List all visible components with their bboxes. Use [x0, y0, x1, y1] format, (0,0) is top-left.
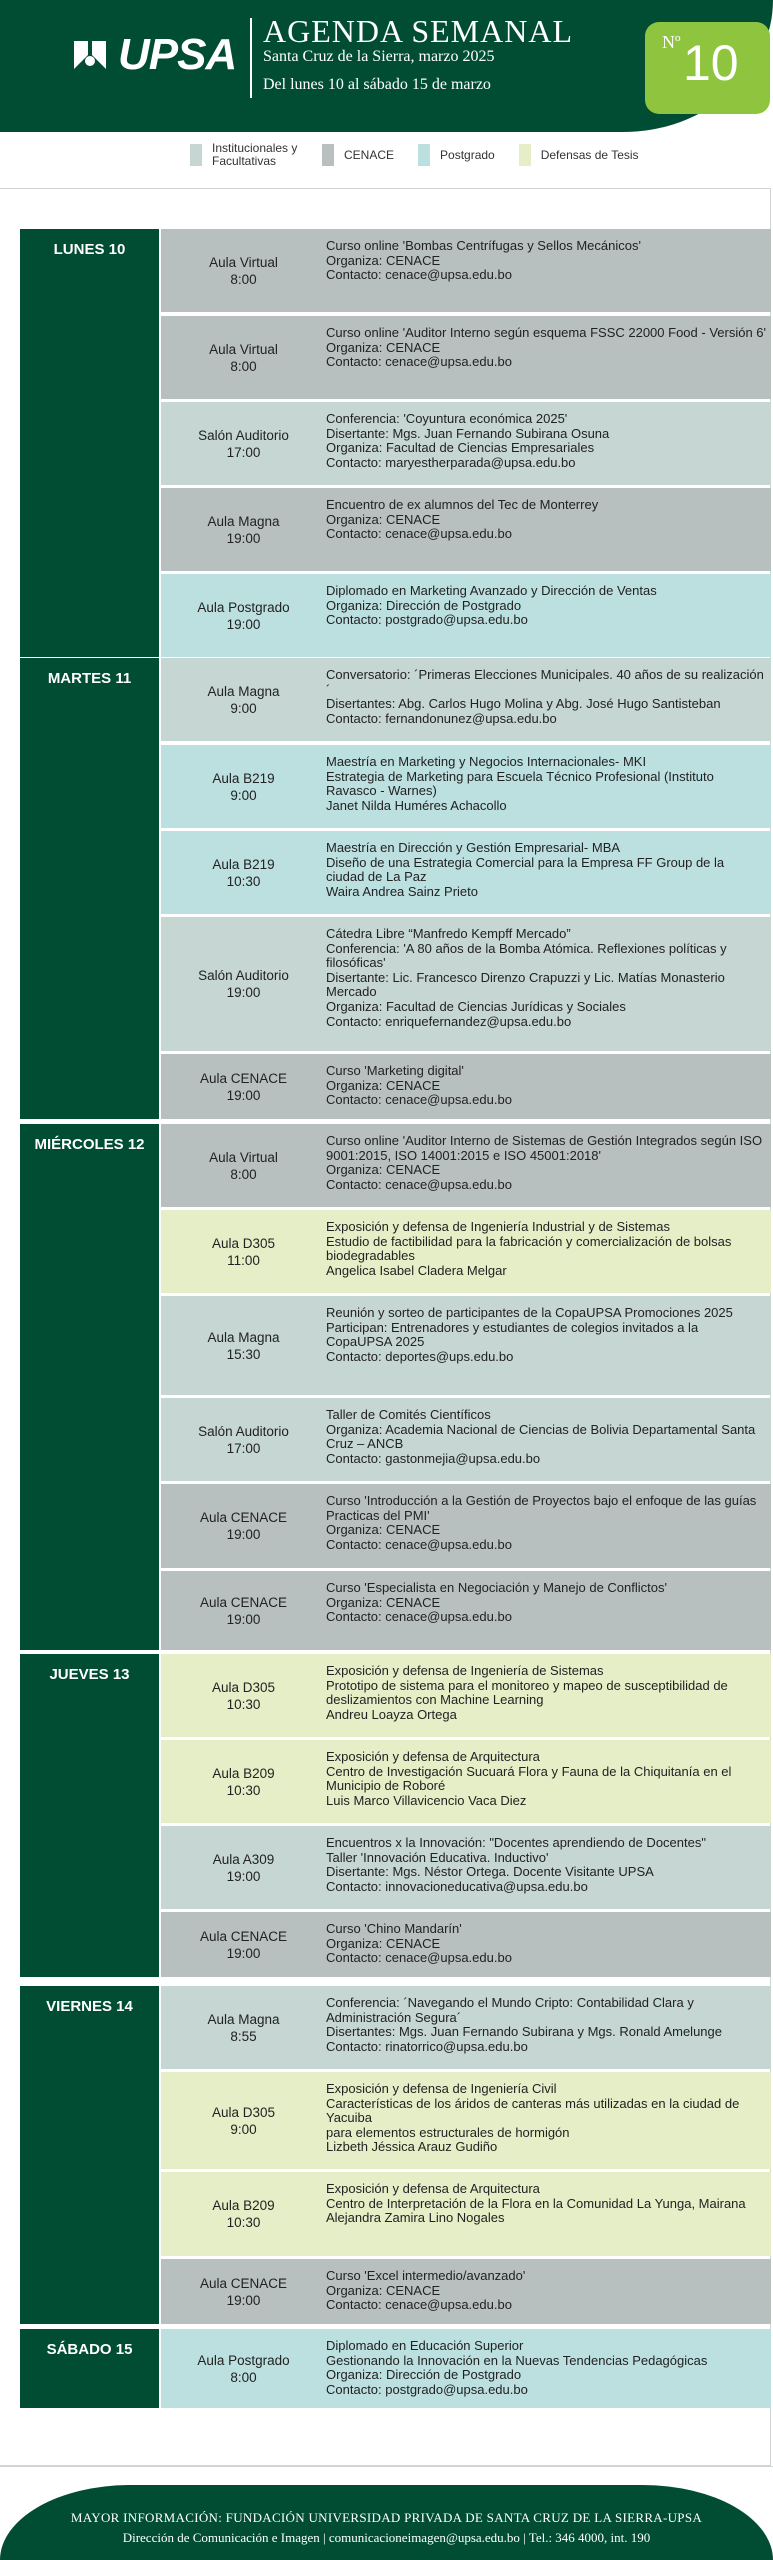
- day-label: MIÉRCOLES 12: [34, 1136, 145, 1153]
- event-detail-line: Curso online 'Auditor Interno de Sistemas de Gestión Integrados según ISO 9001:2015, ISO 14001:2015 e ISO 45001:2018': [326, 1133, 763, 1163]
- event-location: [161, 2259, 326, 2324]
- event-detail-line: Disertante: Lic. Francesco Direnzo Crapuzzi y Lic. Matías Monasterio Mercado: [326, 969, 725, 1000]
- event-time: 19:00: [226, 1868, 261, 1884]
- event-time: 19:00: [226, 1527, 261, 1542]
- event-row: [161, 316, 771, 399]
- event-detail-line: Centro de Investigación Sucuará Flora y Fauna de la Chiquitanía en el Municipio de Roboré: [326, 1763, 732, 1794]
- event-detail-line: Andreu Loayza Ortega: [326, 1706, 457, 1722]
- event-location: [161, 1912, 326, 1977]
- event-detail-line: Organiza: Facultad de Ciencias Empresariales: [326, 440, 595, 456]
- event-row: [161, 745, 771, 828]
- event-detail-line: Contacto: innovacioneducativa@upsa.edu.bo: [326, 1878, 588, 1894]
- event-location: [161, 2172, 326, 2256]
- event-place: Salón Auditorio: [198, 1423, 289, 1439]
- legend-item: [190, 142, 298, 168]
- number-label: Nº: [662, 32, 681, 52]
- event-time: 19:00: [226, 530, 261, 546]
- event-detail-line: Disertantes: Abg. Carlos Hugo Molina y Abg. José Hugo Santisteban: [326, 696, 721, 712]
- legend-item: [322, 144, 394, 166]
- event-detail-line: Organiza: CENACE: [326, 1935, 441, 1951]
- issue-number: 10: [683, 35, 739, 91]
- day-block: [20, 658, 771, 1119]
- event-detail-line: Diplomado en Marketing Avanzado y Dirección de Ventas: [326, 583, 657, 598]
- event-detail-line: Maestría en Marketing y Negocios Internacionales- MKI: [326, 754, 647, 769]
- event-time: 8:00: [230, 1166, 257, 1182]
- event-detail-line: Curso 'Excel intermedio/avanzado': [326, 2268, 526, 2283]
- event-row: [161, 488, 771, 571]
- day-label: SÁBADO 15: [46, 2341, 133, 2358]
- event-details: [326, 584, 766, 628]
- event-details: [326, 1134, 766, 1192]
- event-detail-line: para elementos estructurales de hormigón: [326, 2124, 570, 2140]
- header-divider: [250, 18, 252, 98]
- day-block: [20, 1986, 771, 2324]
- logo-text: UPSA: [118, 30, 237, 79]
- event-detail-line: Curso 'Especialista en Negociación y Manejo de Conflictos': [326, 1580, 667, 1595]
- event-detail-line: Organiza: CENACE: [326, 252, 441, 268]
- event-time: 19:00: [226, 1945, 261, 1961]
- event-details: [326, 1750, 766, 1808]
- event-detail-line: Taller 'Innovación Educativa. Inductivo': [326, 1849, 549, 1865]
- event-place: Salón Auditorio: [198, 427, 289, 443]
- page-subtitle: Santa Cruz de la Sierra, marzo 2025: [263, 48, 495, 65]
- event-row: [161, 1571, 771, 1650]
- event-detail-line: Alejandra Zamira Lino Nogales: [326, 2210, 505, 2226]
- event-place: Aula Magna: [207, 513, 280, 529]
- event-detail-line: Encuentro de ex alumnos del Tec de Monterrey: [326, 497, 599, 512]
- event-detail-line: Contacto: cenace@upsa.edu.bo: [326, 1092, 512, 1108]
- event-details: [326, 1664, 766, 1722]
- legend-item: [519, 144, 639, 166]
- event-details: [326, 1064, 766, 1108]
- event-time: 17:00: [226, 1440, 261, 1456]
- event-details: [326, 1306, 766, 1364]
- event-details: [326, 498, 766, 542]
- footer-info: MAYOR INFORMACIÓN: FUNDACIÓN UNIVERSIDAD PRIVADA DE SANTA CRUZ DE LA SIERRA-UPSA: [70, 2510, 703, 2525]
- event-time: 19:00: [226, 985, 261, 1000]
- event-detail-line: Contacto: cenace@upsa.edu.bo: [326, 354, 512, 370]
- event-row: [161, 2072, 771, 2169]
- event-detail-line: Contacto: postgrado@upsa.edu.bo: [326, 2381, 528, 2397]
- event-detail-line: Conferencia: 'Coyuntura económica 2025': [326, 411, 568, 426]
- event-row: [161, 1398, 771, 1481]
- event-detail-line: Estudio de factibilidad para la fabricación y comercialización de bolsas biodegradables: [326, 1233, 732, 1264]
- event-place: Aula Magna: [207, 2011, 280, 2027]
- event-place: Aula Virtual: [209, 1149, 278, 1165]
- event-details: [326, 2339, 766, 2397]
- date-range: Del lunes 10 al sábado 15 de marzo: [263, 76, 491, 93]
- event-detail-line: Taller de Comités Científicos: [326, 1407, 491, 1422]
- day-column: [20, 229, 159, 657]
- event-detail-line: Exposición y defensa de Arquitectura: [326, 1749, 540, 1764]
- day-block: [20, 229, 771, 657]
- day-column: [20, 1986, 159, 2324]
- event-details: [326, 668, 766, 726]
- event-location: [161, 1296, 326, 1395]
- event-row: [161, 402, 771, 485]
- event-row: [161, 1296, 771, 1395]
- event-detail-line: Curso online 'Auditor Interno según esquema FSSC 22000 Food - Versión 6': [326, 325, 767, 340]
- event-location: [161, 917, 326, 1051]
- event-detail-line: Organiza: CENACE: [326, 511, 441, 527]
- legend-label: Postgrado: [440, 147, 495, 162]
- day-label: MARTES 11: [47, 670, 132, 687]
- event-detail-line: Contacto: cenace@upsa.edu.bo: [326, 526, 512, 542]
- day-label: VIERNES 14: [46, 1998, 133, 2015]
- event-detail-line: Contacto: cenace@upsa.edu.bo: [326, 1950, 512, 1966]
- page-title: AGENDA SEMANAL: [263, 13, 573, 49]
- event-location: [161, 831, 326, 914]
- event-location: [161, 1826, 326, 1909]
- event-row: [161, 1054, 771, 1119]
- event-location: [161, 1740, 326, 1823]
- event-detail-line: Contacto: rinatorrico@upsa.edu.bo: [326, 2038, 528, 2054]
- event-time: 10:30: [226, 1696, 261, 1712]
- event-location: [161, 1398, 326, 1481]
- event-detail-line: Organiza: Facultad de Ciencias Jurídicas y Sociales: [326, 998, 626, 1014]
- day-column: [20, 1124, 159, 1650]
- event-row: [161, 229, 771, 312]
- event-detail-line: Contacto: gastonmejia@upsa.edu.bo: [326, 1450, 541, 1466]
- upsa-logo: [70, 30, 237, 79]
- day-block: [20, 2329, 771, 2408]
- event-detail-line: Organiza: CENACE: [326, 1077, 441, 1093]
- event-time: 19:00: [226, 1611, 261, 1627]
- legend-swatch: [418, 144, 430, 166]
- event-row: [161, 658, 771, 741]
- event-detail-line: Estrategia de Marketing para Escuela Técnico Profesional (Instituto Ravasco - Warnes): [326, 768, 714, 799]
- event-location: [161, 1054, 326, 1119]
- event-row: [161, 1740, 771, 1823]
- event-details: [326, 1836, 766, 1894]
- event-detail-line: Disertante: Mgs. Juan Fernando Subirana Osuna: [326, 425, 610, 441]
- event-detail-line: Curso 'Marketing digital': [326, 1063, 464, 1078]
- event-details: [326, 841, 766, 899]
- event-detail-line: Curso online 'Bombas Centrífugas y Sellos Mecánicos': [326, 238, 641, 253]
- event-details: [326, 755, 766, 813]
- event-detail-line: Lizbeth Jéssica Arauz Gudiño: [326, 2139, 498, 2155]
- event-place: Aula D305: [211, 2104, 276, 2120]
- event-detail-line: Disertantes: Mgs. Juan Fernando Subirana y Mgs. Ronald Amelunge: [326, 2024, 722, 2040]
- event-detail-line: Contacto: enriquefernandez@upsa.edu.bo: [326, 1013, 572, 1029]
- event-place: Aula CENACE: [199, 1070, 288, 1086]
- event-row: [161, 1654, 771, 1737]
- event-place: Aula D305: [211, 1679, 276, 1695]
- event-details: [326, 927, 766, 1029]
- event-location: [161, 2329, 326, 2408]
- legend-swatch: [190, 144, 202, 166]
- event-time: 9:00: [230, 2121, 257, 2137]
- event-detail-line: Angelica Isabel Cladera Melgar: [326, 1262, 507, 1278]
- event-detail-line: Diplomado en Educación Superior: [326, 2338, 524, 2353]
- event-time: 19:00: [226, 616, 261, 632]
- event-detail-line: Participan: Entrenadores y estudiantes de colegios invitados a la CopaUPSA 2025: [326, 1319, 699, 1350]
- event-detail-line: Luis Marco Villavicencio Vaca Diez: [326, 1792, 527, 1808]
- event-time: 10:30: [226, 873, 261, 889]
- event-place: Salón Auditorio: [198, 968, 289, 983]
- event-row: [161, 1210, 771, 1293]
- event-place: Aula Postgrado: [197, 599, 290, 615]
- event-detail-line: Exposición y defensa de Arquitectura: [326, 2181, 540, 2196]
- event-row: [161, 1484, 771, 1568]
- event-details: [326, 2082, 766, 2155]
- event-row: [161, 2259, 771, 2324]
- event-detail-line: Janet Nilda Huméres Achacollo: [326, 797, 507, 813]
- event-place: Aula B209: [212, 1765, 275, 1781]
- event-details: [326, 1581, 766, 1625]
- header-banner: [0, 0, 773, 132]
- event-time: 10:30: [226, 2215, 261, 2230]
- event-time: 19:00: [226, 2292, 261, 2308]
- event-location: [161, 658, 326, 741]
- event-detail-line: Encuentros x la Innovación: "Docentes aprendiendo de Docentes": [326, 1835, 706, 1850]
- event-place: Aula D305: [211, 1235, 276, 1251]
- event-place: Aula B209: [212, 2198, 275, 2213]
- event-detail-line: Curso 'Chino Mandarín': [326, 1921, 462, 1936]
- event-detail-line: Exposición y defensa de Ingeniería Civil: [326, 2081, 557, 2096]
- event-time: 8:00: [230, 271, 257, 287]
- event-detail-line: Centro de Interpretación de la Flora en la Comunidad La Yunga, Mairana: [326, 2195, 746, 2211]
- event-detail-line: Waira Andrea Sainz Prieto: [326, 883, 478, 899]
- legend-label: Institucionales y Facultativas: [212, 141, 298, 168]
- event-location: [161, 402, 326, 485]
- day-label: JUEVES 13: [49, 1666, 130, 1683]
- event-detail-line: Contacto: postgrado@upsa.edu.bo: [326, 612, 528, 628]
- event-location: [161, 574, 326, 657]
- event-time: 9:00: [230, 700, 257, 716]
- legend-swatch: [322, 144, 334, 166]
- event-row: [161, 1986, 771, 2069]
- event-row: [161, 1826, 771, 1909]
- event-row: [161, 1124, 771, 1207]
- event-details: [326, 2182, 766, 2226]
- event-detail-line: Contacto: cenace@upsa.edu.bo: [326, 1176, 512, 1192]
- event-location: [161, 1484, 326, 1568]
- event-details: [326, 1408, 766, 1466]
- event-detail-line: Organiza: CENACE: [326, 1162, 441, 1178]
- event-detail-line: Gestionando la Innovación en la Nuevas Tendencias Pedagógicas: [326, 2352, 708, 2368]
- event-place: Aula CENACE: [199, 1510, 288, 1525]
- event-detail-line: Disertante: Mgs. Néstor Ortega. Docente Visitante UPSA: [326, 1864, 654, 1880]
- event-location: [161, 229, 326, 312]
- event-place: Aula CENACE: [199, 2275, 288, 2291]
- event-place: Aula Virtual: [209, 341, 278, 357]
- event-detail-line: Exposición y defensa de Ingeniería de Sistemas: [326, 1663, 604, 1678]
- event-time: 17:00: [226, 444, 261, 460]
- event-row: [161, 2329, 771, 2408]
- event-detail-line: Organiza: Dirección de Postgrado: [326, 2367, 522, 2383]
- event-row: [161, 917, 771, 1051]
- event-time: 9:00: [230, 787, 257, 803]
- event-location: [161, 1986, 326, 2069]
- event-place: Aula A309: [212, 1851, 275, 1867]
- event-details: [326, 2269, 766, 2313]
- event-time: 8:00: [230, 358, 257, 374]
- event-detail-line: Características de los áridos de canteras más utilizadas en la ciudad de Yacuiba: [326, 2095, 740, 2126]
- event-detail-line: Organiza: CENACE: [326, 339, 441, 355]
- event-detail-line: Exposición y defensa de Ingeniería Industrial y de Sistemas: [326, 1219, 670, 1234]
- event-details: [326, 412, 766, 470]
- event-detail-line: Prototipo de sistema para el monitoreo y mapeo de susceptibilidad de deslizamientos con Machine Learning: [326, 1677, 728, 1708]
- event-detail-line: Contacto: cenace@upsa.edu.bo: [326, 267, 512, 283]
- day-column: [20, 2329, 159, 2408]
- event-location: [161, 1210, 326, 1293]
- upsa-emblem-icon: [70, 35, 110, 75]
- event-place: Aula Postgrado: [197, 2352, 290, 2368]
- event-detail-line: Contacto: cenace@upsa.edu.bo: [326, 2297, 512, 2313]
- footer-contact: Dirección de Comunicación e Imagen | comunicacionеimagen@upsa.edu.bo | Tel.: 346 4000, int. 190: [122, 2530, 651, 2545]
- event-details: [326, 1922, 766, 1966]
- event-detail-line: Curso 'Introducción a la Gestión de Proyectos bajo el enfoque de las guías Practicas del PMI': [326, 1493, 757, 1523]
- day-label: LUNES 10: [53, 241, 126, 258]
- legend-swatch: [519, 144, 531, 166]
- day-column: [20, 658, 159, 1119]
- event-time: 19:00: [226, 1087, 261, 1103]
- legend-label: CENACE: [344, 147, 395, 162]
- event-place: Aula Virtual: [209, 254, 278, 270]
- event-time: 8:00: [230, 2369, 257, 2385]
- day-block: [20, 1654, 771, 1977]
- event-detail-line: Conferencia: 'A 80 años de la Bomba Atómica. Reflexiones políticas y filosóficas': [326, 940, 727, 971]
- event-details: [326, 239, 766, 283]
- event-detail-line: Contacto: maryestherparada@upsa.edu.bo: [326, 454, 576, 470]
- event-place: Aula Magna: [207, 683, 280, 699]
- event-detail-line: Contacto: deportes@ups.edu.bo: [326, 1348, 514, 1364]
- event-detail-line: Contacto: cenace@upsa.edu.bo: [326, 1536, 512, 1552]
- event-time: 10:30: [226, 1782, 261, 1798]
- bottom-rule: [0, 2466, 773, 2467]
- event-place: Aula B219: [212, 770, 275, 786]
- event-place: Aula Magna: [207, 1329, 280, 1345]
- event-location: [161, 745, 326, 828]
- event-time: 11:00: [227, 1252, 260, 1268]
- event-location: [161, 1124, 326, 1207]
- event-place: Aula CENACE: [199, 1928, 288, 1944]
- event-row: [161, 2172, 771, 2256]
- day-block: [20, 1124, 771, 1650]
- footer: [0, 2485, 773, 2560]
- event-place: Aula B219: [212, 856, 275, 872]
- event-location: [161, 316, 326, 399]
- event-detail-line: Reunión y sorteo de participantes de la CopaUPSA Promociones 2025: [326, 1305, 733, 1320]
- event-detail-line: Contacto: fernandonunez@upsa.edu.bo: [326, 710, 557, 726]
- event-time: 15:30: [226, 1346, 261, 1362]
- event-detail-line: Conversatorio: ´Primeras Elecciones Municipales. 40 años de su realización´: [326, 667, 764, 697]
- color-legend: [190, 142, 639, 168]
- event-row: [161, 574, 771, 657]
- legend-item: [418, 144, 495, 166]
- event-location: [161, 1654, 326, 1737]
- event-row: [161, 831, 771, 914]
- event-location: [161, 2072, 326, 2169]
- event-detail-line: Maestría en Dirección y Gestión Empresarial- MBA: [326, 840, 621, 855]
- event-detail-line: Cátedra Libre “Manfredo Kempff Mercado”: [326, 926, 571, 941]
- event-details: [326, 1494, 766, 1552]
- event-location: [161, 1571, 326, 1650]
- event-detail-line: Organiza: Dirección de Postgrado: [326, 597, 522, 613]
- event-row: [161, 1912, 771, 1977]
- event-detail-line: Organiza: Academia Nacional de Ciencias de Bolivia Departamental Santa Cruz – ANCB: [326, 1421, 756, 1452]
- event-detail-line: Diseño de una Estrategia Comercial para la Empresa FF Group de la ciudad de La Paz: [326, 854, 725, 885]
- event-detail-line: Organiza: CENACE: [326, 1594, 441, 1610]
- event-location: [161, 488, 326, 571]
- event-details: [326, 326, 766, 370]
- day-column: [20, 1654, 159, 1977]
- event-details: [326, 1996, 766, 2054]
- legend-label: Defensas de Tesis: [540, 147, 639, 162]
- event-detail-line: Conferencia: ´Navegando el Mundo Cripto: Contabilidad Clara y Administración Segura´: [326, 1995, 694, 2025]
- event-place: Aula CENACE: [199, 1594, 288, 1610]
- issue-number-badge: [645, 22, 770, 114]
- event-detail-line: Organiza: CENACE: [326, 2282, 441, 2298]
- event-detail-line: Organiza: CENACE: [326, 1522, 441, 1538]
- event-details: [326, 1220, 766, 1278]
- event-detail-line: Contacto: cenace@upsa.edu.bo: [326, 1609, 512, 1625]
- event-time: 8:55: [230, 2028, 257, 2044]
